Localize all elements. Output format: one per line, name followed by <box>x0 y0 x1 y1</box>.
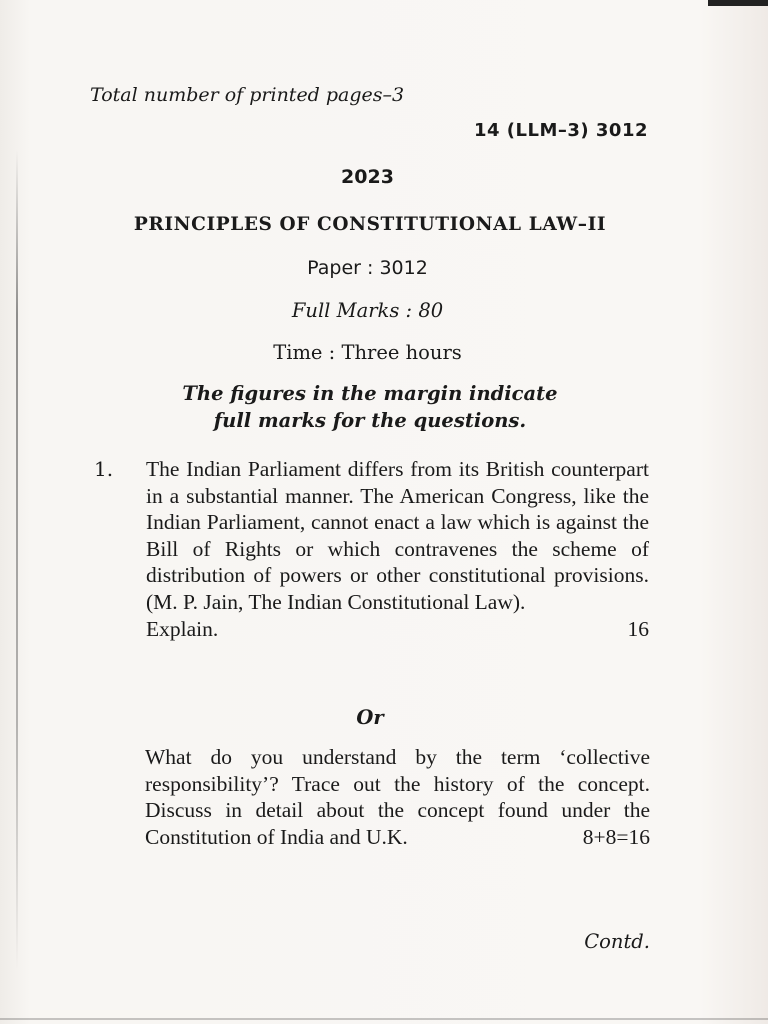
question-text <box>146 456 649 642</box>
paper-title: PRINCIPLES OF CONSTITUTIONAL LAW–II <box>133 214 607 235</box>
time-allowed: Time : Three hours <box>273 341 462 364</box>
question-last-line <box>146 616 649 643</box>
instruction-line-2: full marks for the questions. <box>213 409 527 432</box>
question-marks: 16 <box>627 616 649 641</box>
scan-top-edge <box>708 0 768 6</box>
question-number: 1. <box>94 457 114 481</box>
alternative-question-marks: 8+8=16 <box>582 824 650 849</box>
question-body: The Indian Parliament differs from its British counterpart in a substantial manner. The American Congress, like the Indian Parliament, cannot enact a law which is against the Bill of Rights or which contravenes the scheme of distribution of powers or other constitutional provisions. (M. P. Jain, The Indian Constitutional Law). <box>146 457 649 614</box>
instruction-line-1: The figures in the margin indicate <box>182 382 558 405</box>
continued-label: Contd. <box>584 930 650 953</box>
full-marks: Full Marks : 80 <box>291 299 444 322</box>
or-separator: Or <box>356 706 384 729</box>
paper-code: 14 (LLM–3) 3012 <box>473 120 648 141</box>
printed-pages-note: Total number of printed pages–3 <box>90 84 405 106</box>
instructions <box>0 380 740 434</box>
scan-bottom-edge <box>0 1018 768 1020</box>
exam-year: 2023 <box>341 166 394 188</box>
alternative-question-body: What do you understand by the term ‘collective responsibility’? Trace out the history of the concept. Discuss in detail about the concept found under the Constitution of India and U.K. <box>145 745 650 849</box>
alternative-question-text <box>145 744 650 850</box>
question-explain: Explain. <box>146 616 219 641</box>
paper-number: Paper : 3012 <box>307 257 428 279</box>
